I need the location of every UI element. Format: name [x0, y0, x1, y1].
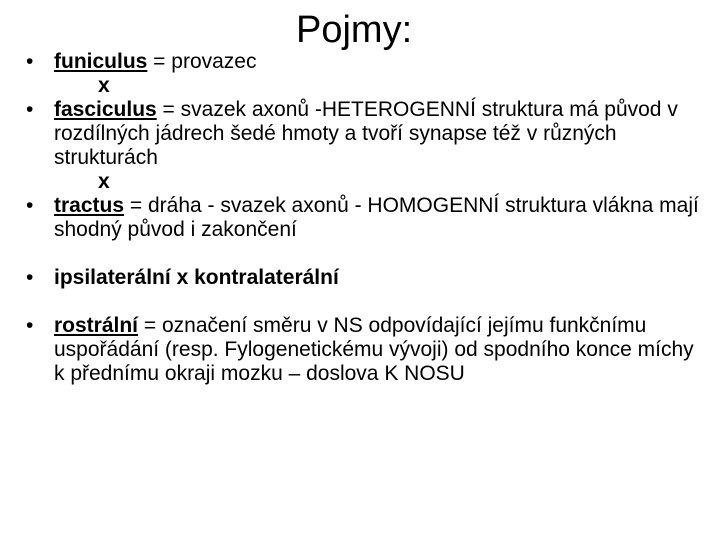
bullet-marker: •	[26, 194, 34, 217]
bullet-marker: •	[26, 266, 34, 289]
term-rostralni: rostrální	[54, 314, 139, 337]
definition-tractus: = dráha - svazek axonů - HOMOGENNÍ struktura vlákna mají shodný původ i zakončení	[54, 194, 699, 241]
definition-fasciculus: = svazek axonů -HETEROGENNÍ struktura má původ v rozdílných jádrech šedé hmoty a tvoří synapse též v různých strukturách	[54, 98, 678, 169]
bullet-list	[24, 50, 704, 386]
bullet-marker: •	[26, 50, 34, 73]
term-fasciculus: fasciculus	[54, 98, 157, 121]
versus-x: x	[98, 74, 110, 97]
term-funiculus: funiculus	[54, 50, 148, 73]
bullet-rostralni	[24, 314, 704, 386]
slide-title: Pojmy:	[296, 9, 413, 51]
bullet-laterality	[24, 266, 704, 290]
bullet-tractus	[24, 194, 704, 242]
versus-x: x	[98, 170, 110, 193]
bullet-marker: •	[26, 314, 34, 337]
definition-rostralni: = označení směru v NS odpovídající jejímu funkčnímu uspořádání (resp. Fylogenetickému vývoji) od spodního konce míchy k přednímu okraji mozku – doslova K NOSU	[54, 314, 694, 385]
bullet-fasciculus	[24, 98, 704, 170]
versus-separator	[24, 170, 704, 194]
term-tractus: tractus	[54, 194, 125, 217]
versus-separator	[24, 74, 704, 98]
term-ipsilateral: ipsilaterální	[54, 266, 171, 289]
bullet-marker: •	[26, 98, 34, 121]
versus-x: x	[176, 266, 189, 289]
bullet-funiculus	[24, 50, 704, 74]
term-contralateral: kontralaterální	[194, 266, 339, 289]
definition-funiculus: = provazec	[147, 50, 257, 73]
